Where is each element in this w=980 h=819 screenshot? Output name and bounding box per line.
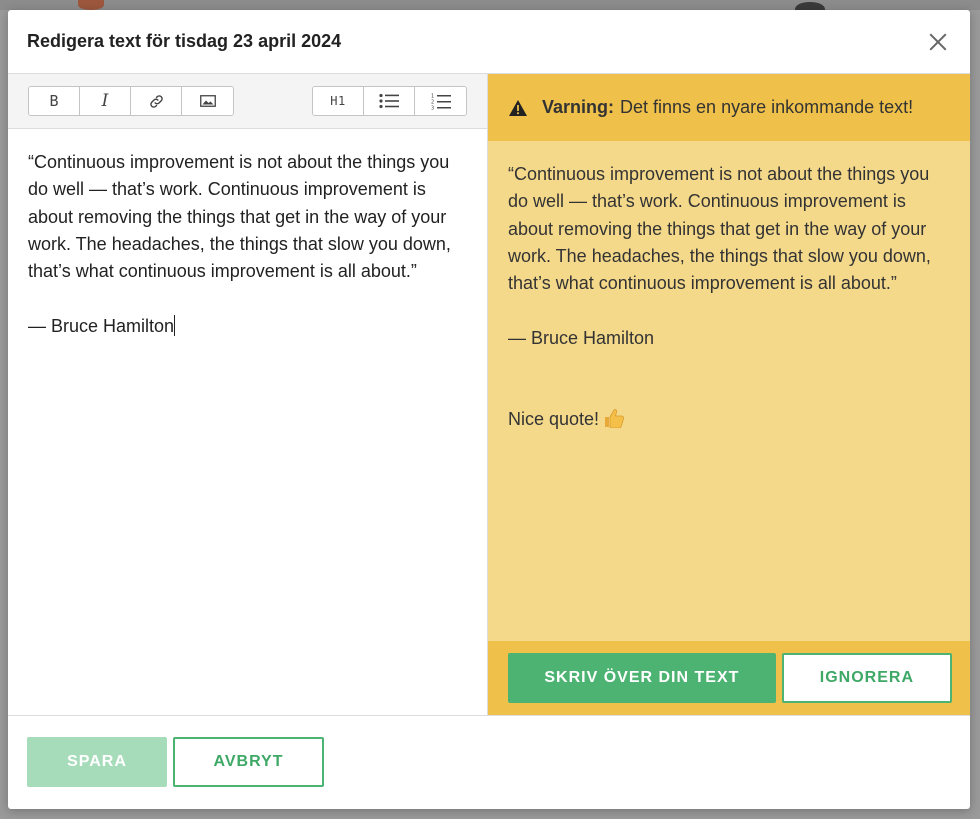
warning-banner <box>488 74 970 141</box>
numbered-list-button[interactable] <box>415 87 466 115</box>
conflict-actions <box>488 641 970 715</box>
heading-button[interactable]: H1 <box>313 87 364 115</box>
backdrop-logo-fragment <box>78 0 104 10</box>
incoming-comment: Nice quote! <box>508 409 600 430</box>
modal-title: Redigera text för tisdag 23 april 2024 <box>27 31 342 51</box>
link-button[interactable] <box>131 87 182 115</box>
incoming-text <box>488 141 970 641</box>
modal-body <box>8 74 970 716</box>
bold-button[interactable]: B <box>29 87 80 115</box>
editor-pane <box>8 74 488 715</box>
editor-author: — Bruce Hamilton <box>28 315 175 336</box>
warning-label: Varning: <box>542 97 615 117</box>
format-button-group <box>28 86 234 116</box>
close-icon[interactable] <box>924 28 952 56</box>
incoming-paragraph <box>508 297 950 324</box>
incoming-paragraph: “Continuous improvement is not about the things you do well — that’s work. Continuous improvement is about removing the things that get in the way of your work. The headaches, the things that slow you down, that’s what continuous improvement is all about.” <box>508 164 931 294</box>
modal-footer <box>8 716 970 808</box>
cancel-button[interactable]: AVBRYT <box>173 737 324 787</box>
link-icon <box>148 93 165 110</box>
image-button[interactable] <box>182 87 233 115</box>
bullet-list-icon <box>379 93 399 109</box>
edit-text-modal <box>8 10 970 809</box>
block-button-group <box>312 86 467 116</box>
incoming-paragraph <box>508 406 950 433</box>
modal-header <box>8 10 970 74</box>
italic-button[interactable]: I <box>80 87 131 115</box>
warning-icon <box>508 99 528 117</box>
overwrite-text-button[interactable]: SKRIV ÖVER DIN TEXT <box>508 653 776 703</box>
backdrop <box>0 0 980 10</box>
text-caret <box>174 315 175 336</box>
image-icon <box>200 95 216 107</box>
editor-toolbar <box>8 74 487 129</box>
numbered-list-icon <box>431 93 451 110</box>
incoming-paragraph <box>508 352 950 379</box>
incoming-paragraph: — Bruce Hamilton <box>508 327 655 348</box>
svg-text:2: 2 <box>430 99 434 105</box>
thumbs-up-icon <box>603 408 625 428</box>
text-editor[interactable] <box>8 129 487 715</box>
warning-message: Det finns en nyare inkommande text! <box>620 97 914 117</box>
incoming-text-pane <box>488 74 970 715</box>
editor-paragraph: “Continuous improvement is not about the things you do well — that’s work. Continuous improvement is about removing the things that get in the way of your work. The headaches, the things that slow you down, that’s what continuous improvement is all about.” <box>28 152 451 282</box>
bullet-list-button[interactable] <box>364 87 415 115</box>
save-button[interactable]: SPARA <box>27 737 167 787</box>
editor-paragraph <box>28 313 467 340</box>
editor-paragraph <box>28 285 467 312</box>
ignore-button[interactable]: IGNORERA <box>782 653 952 703</box>
svg-text:1: 1 <box>430 93 434 99</box>
svg-text:3: 3 <box>430 105 434 110</box>
